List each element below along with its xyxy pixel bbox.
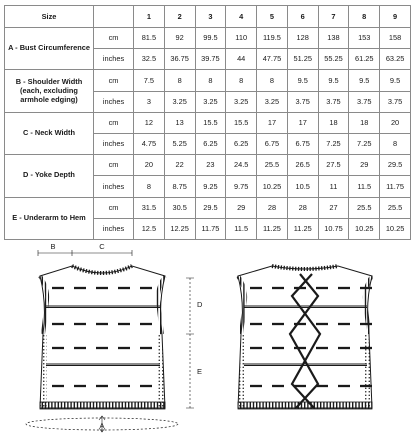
value-cell: 10.5 xyxy=(287,176,318,197)
value-cell: 29.5 xyxy=(195,197,226,218)
label-b: B xyxy=(50,242,56,251)
value-cell: 22 xyxy=(164,155,195,176)
value-cell: 3.75 xyxy=(349,91,380,112)
value-cell: 18 xyxy=(318,112,349,133)
value-cell: 12.25 xyxy=(164,218,195,239)
value-cell: 9.5 xyxy=(287,70,318,91)
value-cell: 15.5 xyxy=(195,112,226,133)
value-cell: 15.5 xyxy=(226,112,257,133)
front-stripe-dashes xyxy=(52,288,152,386)
value-cell: 7.5 xyxy=(134,70,165,91)
value-cell: 25.5 xyxy=(380,197,411,218)
value-cell: 3.75 xyxy=(287,91,318,112)
label-d: D xyxy=(197,300,203,309)
size-header-label: Size xyxy=(5,6,94,28)
value-cell: 28 xyxy=(287,197,318,218)
value-cell: 17 xyxy=(287,112,318,133)
front-vest-diagram xyxy=(26,242,203,432)
value-cell: 10.25 xyxy=(257,176,288,197)
value-cell: 9.25 xyxy=(195,176,226,197)
size-header-row xyxy=(5,6,411,28)
value-cell: 11.5 xyxy=(349,176,380,197)
unit-cell: cm xyxy=(94,197,134,218)
value-cell: 6.75 xyxy=(287,133,318,154)
value-cell: 3 xyxy=(134,91,165,112)
value-cell: 11.75 xyxy=(195,218,226,239)
value-cell: 18 xyxy=(349,112,380,133)
measurement-label: C - Neck Width xyxy=(5,112,94,154)
value-cell: 55.25 xyxy=(318,49,349,70)
size-header-cell: 2 xyxy=(164,6,195,28)
unit-cell: inches xyxy=(94,176,134,197)
value-cell: 24.5 xyxy=(226,155,257,176)
value-cell: 31.5 xyxy=(134,197,165,218)
value-cell: 6.25 xyxy=(226,133,257,154)
size-header-cell: 4 xyxy=(226,6,257,28)
value-cell: 25.5 xyxy=(257,155,288,176)
value-cell: 6.25 xyxy=(195,133,226,154)
back-vest-diagram xyxy=(236,266,374,409)
measurement-row xyxy=(5,197,411,218)
value-cell: 39.75 xyxy=(195,49,226,70)
unit-cell: cm xyxy=(94,112,134,133)
value-cell: 7.25 xyxy=(318,133,349,154)
value-cell: 11 xyxy=(318,176,349,197)
size-header-cell: 7 xyxy=(318,6,349,28)
value-cell: 29 xyxy=(226,197,257,218)
value-cell: 8 xyxy=(164,70,195,91)
value-cell: 110 xyxy=(226,28,257,49)
unit-cell: cm xyxy=(94,70,134,91)
value-cell: 9.5 xyxy=(349,70,380,91)
value-cell: 8.75 xyxy=(164,176,195,197)
measurement-label: A - Bust Circumference xyxy=(5,28,94,70)
measurement-label: B - Shoulder Width (each, excluding armhole edging) xyxy=(5,70,94,112)
label-c: C xyxy=(99,242,105,251)
value-cell: 7.25 xyxy=(349,133,380,154)
value-cell: 61.25 xyxy=(349,49,380,70)
value-cell: 4.75 xyxy=(134,133,165,154)
value-cell: 10.25 xyxy=(380,218,411,239)
value-cell: 158 xyxy=(380,28,411,49)
size-header-cell: 9 xyxy=(380,6,411,28)
vest-diagrams xyxy=(0,236,416,435)
value-cell: 36.75 xyxy=(164,49,195,70)
value-cell: 25.5 xyxy=(349,197,380,218)
value-cell: 81.5 xyxy=(134,28,165,49)
value-cell: 3.25 xyxy=(226,91,257,112)
value-cell: 128 xyxy=(287,28,318,49)
value-cell: 9.75 xyxy=(226,176,257,197)
value-cell: 26.5 xyxy=(287,155,318,176)
measurement-label: E - Underarm to Hem xyxy=(5,197,94,239)
value-cell: 47.75 xyxy=(257,49,288,70)
unit-cell: inches xyxy=(94,49,134,70)
value-cell: 11.75 xyxy=(380,176,411,197)
value-cell: 44 xyxy=(226,49,257,70)
value-cell: 6.75 xyxy=(257,133,288,154)
measurement-row xyxy=(5,155,411,176)
value-cell: 119.5 xyxy=(257,28,288,49)
value-cell: 3.25 xyxy=(195,91,226,112)
value-cell: 11.25 xyxy=(287,218,318,239)
size-chart-table xyxy=(4,5,411,240)
unit-cell: cm xyxy=(94,155,134,176)
measurement-row xyxy=(5,70,411,91)
value-cell: 23 xyxy=(195,155,226,176)
value-cell: 11.25 xyxy=(257,218,288,239)
value-cell: 10.75 xyxy=(318,218,349,239)
value-cell: 29 xyxy=(349,155,380,176)
value-cell: 8 xyxy=(380,133,411,154)
value-cell: 27.5 xyxy=(318,155,349,176)
label-e: E xyxy=(197,367,203,376)
value-cell: 5.25 xyxy=(164,133,195,154)
value-cell: 11.5 xyxy=(226,218,257,239)
value-cell: 28 xyxy=(257,197,288,218)
value-cell: 8 xyxy=(195,70,226,91)
value-cell: 63.25 xyxy=(380,49,411,70)
value-cell: 32.5 xyxy=(134,49,165,70)
value-cell: 9.5 xyxy=(318,70,349,91)
size-header-cell: 1 xyxy=(134,6,165,28)
measurement-row xyxy=(5,112,411,133)
measurement-label: D - Yoke Depth xyxy=(5,155,94,197)
value-cell: 12 xyxy=(134,112,165,133)
value-cell: 8 xyxy=(226,70,257,91)
value-cell: 12.5 xyxy=(134,218,165,239)
value-cell: 9.5 xyxy=(380,70,411,91)
value-cell: 30.5 xyxy=(164,197,195,218)
value-cell: 92 xyxy=(164,28,195,49)
value-cell: 13 xyxy=(164,112,195,133)
value-cell: 10.25 xyxy=(349,218,380,239)
unit-cell: inches xyxy=(94,218,134,239)
value-cell: 3.75 xyxy=(318,91,349,112)
unit-cell: cm xyxy=(94,28,134,49)
unit-header-cell xyxy=(94,6,134,28)
measurement-row xyxy=(5,28,411,49)
value-cell: 8 xyxy=(134,176,165,197)
size-header-cell: 6 xyxy=(287,6,318,28)
value-cell: 138 xyxy=(318,28,349,49)
value-cell: 29.5 xyxy=(380,155,411,176)
unit-cell: inches xyxy=(94,91,134,112)
unit-cell: inches xyxy=(94,133,134,154)
size-header-cell: 5 xyxy=(257,6,288,28)
value-cell: 3.25 xyxy=(257,91,288,112)
value-cell: 3.75 xyxy=(380,91,411,112)
value-cell: 20 xyxy=(380,112,411,133)
label-a: A xyxy=(99,423,105,430)
size-header-cell: 8 xyxy=(349,6,380,28)
value-cell: 3.25 xyxy=(164,91,195,112)
value-cell: 17 xyxy=(257,112,288,133)
value-cell: 99.5 xyxy=(195,28,226,49)
size-header-cell: 3 xyxy=(195,6,226,28)
value-cell: 27 xyxy=(318,197,349,218)
value-cell: 51.25 xyxy=(287,49,318,70)
value-cell: 20 xyxy=(134,155,165,176)
value-cell: 153 xyxy=(349,28,380,49)
value-cell: 8 xyxy=(257,70,288,91)
measurements-body xyxy=(5,28,411,240)
